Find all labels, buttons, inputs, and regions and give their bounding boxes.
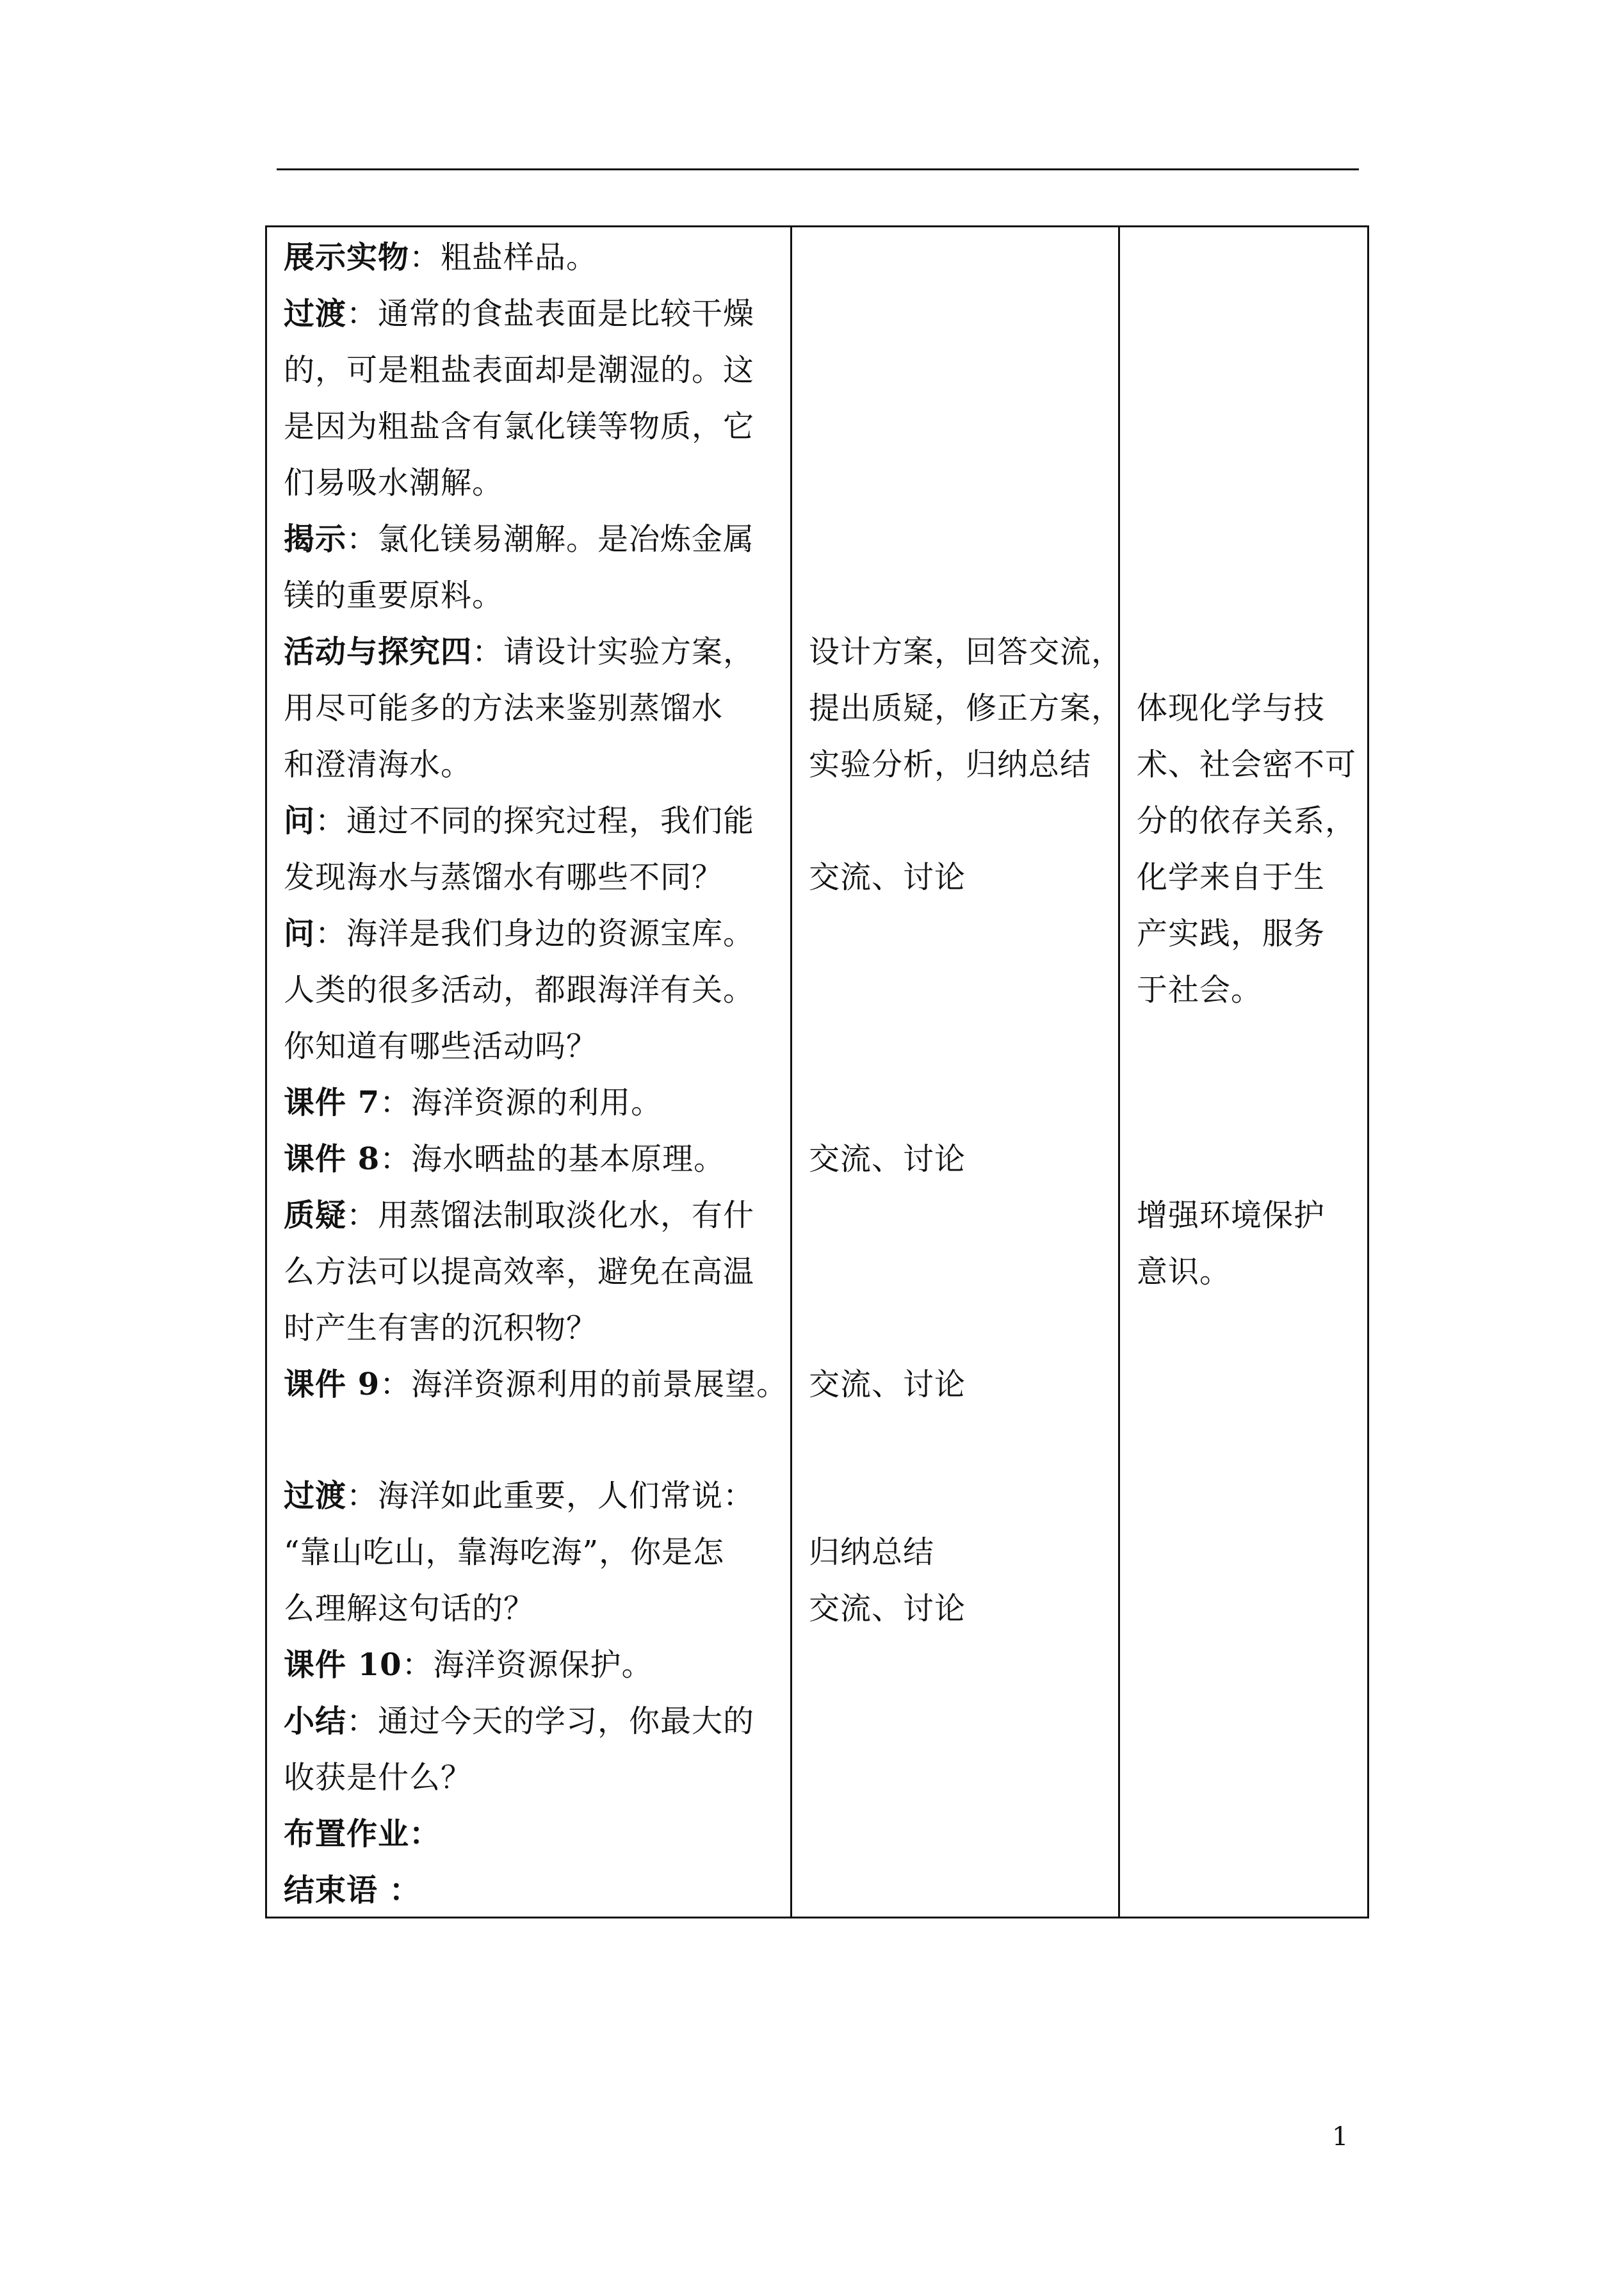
teacher-line: 结束语 ： bbox=[284, 1872, 421, 1908]
intent-line: 分的依存关系， bbox=[1137, 803, 1357, 839]
teacher-line: 活动与探究四：请设计实验方案， bbox=[284, 634, 755, 670]
student-line: 交流、讨论 bbox=[809, 859, 966, 895]
teacher-line: 么理解这句话的？ bbox=[284, 1591, 535, 1626]
student-line: 交流、讨论 bbox=[809, 1141, 966, 1177]
teacher-line: 镁的重要原料。 bbox=[284, 578, 504, 613]
teacher-line: 人类的很多活动，都跟海洋有关。 bbox=[284, 972, 755, 1008]
teacher-line: 么方法可以提高效率，避免在高温 bbox=[284, 1254, 755, 1290]
teacher-line: 时产生有害的沉积物？ bbox=[284, 1310, 598, 1346]
column-divider-1 bbox=[790, 227, 792, 1917]
teacher-line: 的，可是粗盐表面却是潮湿的。这 bbox=[284, 352, 755, 388]
teacher-line: 布置作业： bbox=[284, 1816, 441, 1852]
student-line: 交流、讨论 bbox=[809, 1366, 966, 1402]
teacher-line: 质疑：用蒸馏法制取淡化水，有什 bbox=[284, 1197, 755, 1233]
student-line: 设计方案，回答交流， bbox=[809, 634, 1123, 670]
teacher-line: 问：海洋是我们身边的资源宝库。 bbox=[284, 916, 755, 952]
teacher-line: 揭示：氯化镁易潮解。是冶炼金属 bbox=[284, 521, 755, 557]
teacher-line: 小结：通过今天的学习，你最大的 bbox=[284, 1703, 755, 1739]
teacher-line: 课件 7：海洋资源的利用。 bbox=[284, 1085, 663, 1121]
teacher-line: 课件 10：海洋资源保护。 bbox=[284, 1647, 653, 1683]
teacher-line: 过渡：通常的食盐表面是比较干燥 bbox=[284, 296, 755, 332]
intent-line: 意识。 bbox=[1137, 1254, 1231, 1290]
teacher-line: 用尽可能多的方法来鉴别蒸馏水 bbox=[284, 690, 724, 726]
student-line: 提出质疑，修正方案， bbox=[809, 690, 1123, 726]
intent-line: 化学来自于生 bbox=[1137, 859, 1326, 895]
page-number: 1 bbox=[1332, 2122, 1349, 2152]
student-line: 归纳总结 bbox=[809, 1534, 935, 1570]
lesson-table bbox=[265, 225, 1369, 1918]
teacher-line: 们易吸水潮解。 bbox=[284, 465, 504, 501]
teacher-line: 收获是什么？ bbox=[284, 1760, 473, 1796]
intent-line: 增强环境保护 bbox=[1137, 1197, 1326, 1233]
teacher-line: 课件 9：海洋资源利用的前景展望。 bbox=[284, 1366, 788, 1402]
teacher-line: 发现海水与蒸馏水有哪些不同？ bbox=[284, 859, 724, 895]
student-line: 实验分析，归纳总结 bbox=[809, 747, 1092, 783]
teacher-line: 你知道有哪些活动吗？ bbox=[284, 1028, 598, 1064]
intent-line: 产实践，服务 bbox=[1137, 916, 1326, 952]
teacher-line: 展示实物：粗盐样品。 bbox=[284, 239, 598, 275]
teacher-line: 是因为粗盐含有氯化镁等物质，它 bbox=[284, 409, 755, 444]
intent-line: 术、社会密不可 bbox=[1137, 747, 1357, 783]
teacher-line: “靠山吃山，靠海吃海”，你是怎 bbox=[284, 1534, 725, 1570]
student-line: 交流、讨论 bbox=[809, 1591, 966, 1626]
intent-line: 于社会。 bbox=[1137, 972, 1263, 1008]
teacher-line: 过渡：海洋如此重要，人们常说： bbox=[284, 1478, 755, 1514]
teacher-line: 问：通过不同的探究过程，我们能 bbox=[284, 803, 755, 839]
column-divider-2 bbox=[1118, 227, 1120, 1917]
intent-line: 体现化学与技 bbox=[1137, 690, 1326, 726]
teacher-line: 和澄清海水。 bbox=[284, 747, 473, 783]
teacher-line: 课件 8：海水晒盐的基本原理。 bbox=[284, 1141, 726, 1177]
header-rule bbox=[277, 168, 1359, 170]
